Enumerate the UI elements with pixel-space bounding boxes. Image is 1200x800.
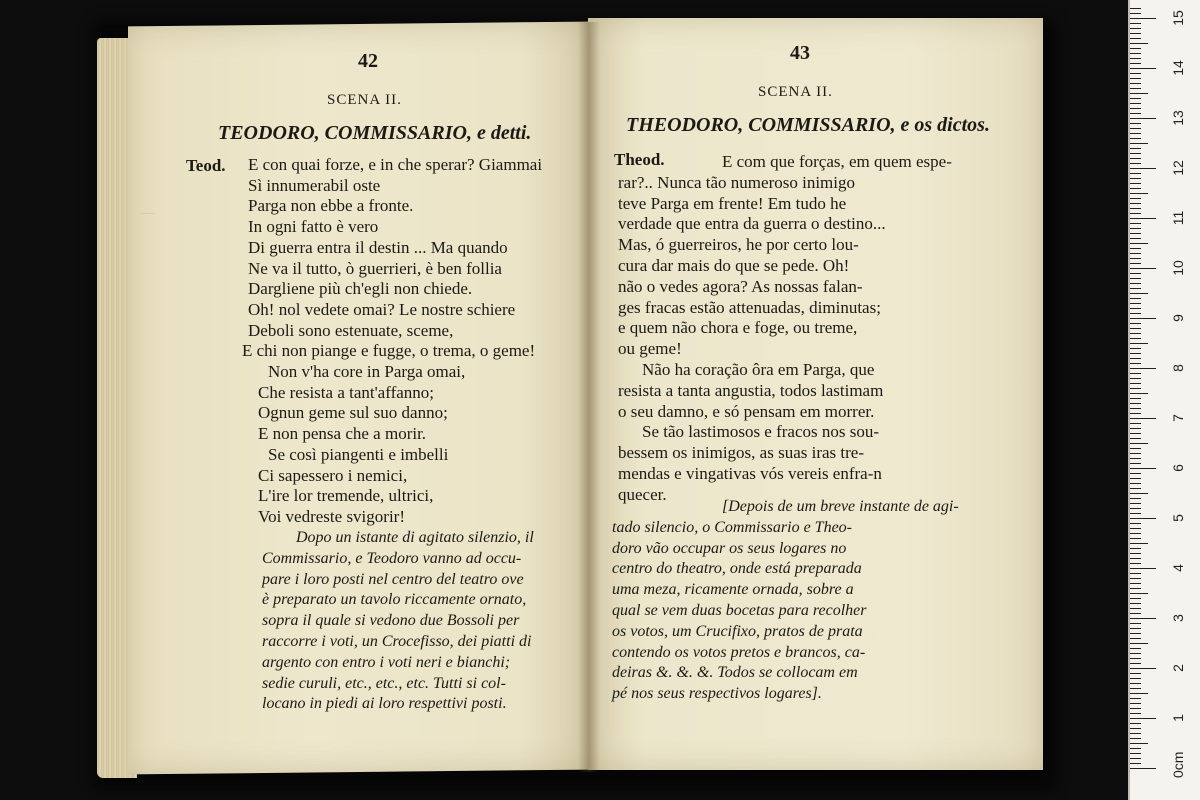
ruler-tick xyxy=(1130,168,1156,169)
prose-line: Não ha coração ôra em Parga, que xyxy=(642,360,875,379)
ruler-tick xyxy=(1130,618,1156,619)
ruler-tick xyxy=(1130,648,1141,649)
ruler-tick xyxy=(1130,683,1141,684)
stage-direction-line: sopra il quale si vedono due Bossoli per xyxy=(262,612,520,630)
verse-line: E chi non piange e fugge, o trema, o geme! xyxy=(242,341,536,361)
right-heading: THEODORO, COMMISSARIO, e os dictos. xyxy=(626,114,990,136)
ruler-tick xyxy=(1130,548,1141,549)
ruler-number: 11 xyxy=(1170,210,1186,226)
verse-line: Se così piangenti e imbelli xyxy=(268,444,449,464)
stage-direction-line: centro do theatro, onde está preparada xyxy=(612,560,862,578)
ruler-tick xyxy=(1130,108,1141,109)
left-scene-title: SCENA II. xyxy=(327,92,402,108)
ruler-tick xyxy=(1130,343,1148,344)
ruler-tick xyxy=(1130,63,1141,64)
ruler-tick xyxy=(1130,93,1148,94)
ruler-tick xyxy=(1130,533,1141,534)
ruler-tick xyxy=(1130,363,1141,364)
verse-line: Voi vedreste svigorir! xyxy=(258,506,405,526)
verse-line: Oh! nol vedete omai? Le nostre schiere xyxy=(248,299,516,319)
ruler-tick xyxy=(1130,323,1141,324)
ruler-tick xyxy=(1130,338,1141,339)
ruler-tick xyxy=(1130,553,1141,554)
stage-direction-line: Dopo un istante di agitato silenzio, il xyxy=(296,529,534,546)
book-gutter xyxy=(578,22,600,772)
ruler-tick xyxy=(1130,563,1141,564)
ruler-tick xyxy=(1130,433,1141,434)
verse-line: Dargliene più ch'egli non chiede. xyxy=(248,279,473,299)
ruler-tick xyxy=(1130,738,1141,739)
ruler-tick xyxy=(1130,398,1141,399)
prose-line: quecer. xyxy=(618,484,667,504)
ruler-tick xyxy=(1130,283,1141,284)
left-speaker: Teod. xyxy=(186,156,226,175)
ruler-tick xyxy=(1130,688,1141,689)
prose-line: ges fracas estão attenuadas, diminutas; xyxy=(618,297,881,317)
verse-line: Ne va il tutto, ò guerrieri, è ben follia xyxy=(248,258,502,278)
ruler-tick xyxy=(1130,28,1141,29)
ruler-tick xyxy=(1130,518,1156,519)
ruler-tick xyxy=(1130,48,1141,49)
ruler-tick xyxy=(1130,493,1148,494)
ruler-tick xyxy=(1130,33,1141,34)
ruler-tick xyxy=(1130,13,1141,14)
ruler-tick xyxy=(1130,588,1141,589)
stage-direction-line: deiras &. &. &. Todos se collocam em xyxy=(612,664,858,682)
ruler-tick xyxy=(1130,393,1148,394)
verse-line: Ci sapessero i nemici, xyxy=(258,465,408,485)
ruler-tick xyxy=(1130,428,1141,429)
ruler-tick xyxy=(1130,748,1141,749)
ruler-tick xyxy=(1130,558,1141,559)
prose-line: cura dar mais do que se pede. Oh! xyxy=(618,256,850,275)
stage-direction-line: è preparato un tavolo riccamente ornato, xyxy=(262,591,527,609)
ruler-tick xyxy=(1130,128,1141,129)
ruler-number: 1 xyxy=(1170,714,1186,722)
ruler-tick xyxy=(1130,743,1148,744)
ruler-tick xyxy=(1130,443,1148,444)
ruler-tick xyxy=(1130,143,1148,144)
ruler-tick xyxy=(1130,8,1141,9)
ruler-tick xyxy=(1130,608,1141,609)
ruler-tick xyxy=(1130,658,1141,659)
stage-direction-line: tado silencio, o Commissario e Theo- xyxy=(612,518,852,536)
ruler-tick xyxy=(1130,378,1141,379)
ruler-tick xyxy=(1130,163,1141,164)
verse-line: Parga non ebbe a fronte. xyxy=(248,196,414,216)
ruler-tick xyxy=(1130,38,1141,39)
ruler-number: 8 xyxy=(1170,364,1186,372)
ruler-tick xyxy=(1130,473,1141,474)
ruler-tick xyxy=(1130,203,1141,204)
ruler-tick xyxy=(1130,623,1141,624)
ruler-tick xyxy=(1130,208,1141,209)
right-scene-title: SCENA II. xyxy=(758,84,833,100)
ruler-tick xyxy=(1130,148,1141,149)
ruler-tick xyxy=(1130,233,1141,234)
ruler-tick xyxy=(1130,678,1141,679)
ruler-tick xyxy=(1130,523,1141,524)
ruler-tick xyxy=(1130,288,1141,289)
ruler-tick xyxy=(1130,598,1141,599)
stage-direction-line: Commissario, e Teodoro vanno ad occu- xyxy=(262,549,522,567)
ruler-tick xyxy=(1130,243,1148,244)
ruler-number: 3 xyxy=(1170,614,1186,622)
ruler-tick xyxy=(1130,103,1141,104)
ruler-tick xyxy=(1130,268,1156,269)
ruler-tick xyxy=(1130,733,1141,734)
ruler-tick xyxy=(1130,293,1148,294)
ruler-tick xyxy=(1130,758,1141,759)
ruler-tick xyxy=(1130,663,1141,664)
ruler-tick xyxy=(1130,498,1141,499)
ruler-tick xyxy=(1130,18,1156,19)
verse-line: Non v'ha core in Parga omai, xyxy=(268,362,466,381)
ruler-tick xyxy=(1130,73,1141,74)
ruler-tick xyxy=(1130,118,1156,119)
verse-line: Deboli sono estenuate, sceme, xyxy=(248,320,454,340)
ruler-tick xyxy=(1130,723,1141,724)
ruler-tick xyxy=(1130,303,1141,304)
ruler-tick xyxy=(1130,248,1141,249)
ruler-tick xyxy=(1130,488,1141,489)
stage-direction-line: pé nos seus respectivos logares]. xyxy=(612,685,822,703)
ruler-number: 15 xyxy=(1170,10,1186,26)
ruler-tick xyxy=(1130,308,1141,309)
stage-direction-line: argento con entro i voti neri e bianchi; xyxy=(262,653,511,671)
ruler-tick xyxy=(1130,568,1156,569)
prose-line: o seu damno, e só pensam em morrer. xyxy=(618,401,875,421)
ruler-tick xyxy=(1130,653,1141,654)
ruler-tick xyxy=(1130,188,1141,189)
ruler-tick xyxy=(1130,583,1141,584)
ruler-tick xyxy=(1130,703,1141,704)
prose-line: teve Parga em frente! Em tudo he xyxy=(618,193,847,213)
ruler-tick xyxy=(1130,78,1141,79)
ruler-tick xyxy=(1130,123,1141,124)
verse-line: Che resista a tant'affanno; xyxy=(258,382,434,402)
ruler-number: 9 xyxy=(1170,314,1186,322)
ruler-tick xyxy=(1130,638,1141,639)
verse-line: E non pensa che a morir. xyxy=(258,424,427,444)
ruler-tick xyxy=(1130,368,1156,369)
ruler-tick xyxy=(1130,438,1141,439)
ruler-tick xyxy=(1130,228,1141,229)
ruler-tick xyxy=(1130,353,1141,354)
ruler-tick xyxy=(1130,198,1141,199)
ruler-tick xyxy=(1130,113,1141,114)
ruler-number: 13 xyxy=(1170,110,1186,126)
ruler-tick xyxy=(1130,88,1141,89)
prose-line: ou geme! xyxy=(618,339,682,359)
bleed-through: — xyxy=(140,205,155,221)
ruler-tick xyxy=(1130,223,1141,224)
ruler-number: 5 xyxy=(1170,514,1186,522)
ruler-tick xyxy=(1130,238,1141,239)
ruler-tick xyxy=(1130,318,1156,319)
right-speaker: Theod. xyxy=(614,150,665,169)
ruler-tick xyxy=(1130,693,1148,694)
prose-line: Mas, ó guerreiros, he por certo lou- xyxy=(618,235,859,255)
verse-line: In ogni fatto è vero xyxy=(248,217,379,237)
ruler-tick xyxy=(1130,408,1141,409)
ruler-tick xyxy=(1130,458,1141,459)
ruler-tick xyxy=(1130,713,1141,714)
ruler-tick xyxy=(1130,453,1141,454)
ruler-tick xyxy=(1130,153,1141,154)
ruler-tick xyxy=(1130,68,1156,69)
ruler-tick xyxy=(1130,178,1141,179)
ruler-tick xyxy=(1130,423,1141,424)
ruler-tick xyxy=(1130,328,1141,329)
ruler-tick xyxy=(1130,23,1141,24)
ruler-tick xyxy=(1130,593,1148,594)
ruler-tick xyxy=(1130,763,1141,764)
ruler-tick xyxy=(1130,503,1141,504)
ruler-tick xyxy=(1130,298,1141,299)
ruler-tick xyxy=(1130,158,1141,159)
ruler-tick xyxy=(1130,628,1141,629)
stage-direction-line: raccorre i voti, un Crocefisso, dei piatti di xyxy=(262,633,532,650)
prose-line: bessem os inimigos, as suas iras tre- xyxy=(618,443,864,463)
verse-line: Di guerra entra il destin ... Ma quando xyxy=(248,237,508,257)
ruler-number: 4 xyxy=(1170,564,1186,572)
ruler-tick xyxy=(1130,333,1141,334)
ruler-tick xyxy=(1130,403,1141,404)
ruler-tick xyxy=(1130,668,1156,669)
ruler-tick xyxy=(1130,573,1141,574)
ruler-tick xyxy=(1130,448,1141,449)
ruler-tick xyxy=(1130,388,1141,389)
ruler-tick xyxy=(1130,413,1141,414)
left-page-number: 42 xyxy=(358,50,378,72)
ruler-tick xyxy=(1130,83,1141,84)
ruler-tick xyxy=(1130,173,1141,174)
ruler-tick xyxy=(1130,253,1141,254)
ruler-tick xyxy=(1130,183,1141,184)
ruler-tick xyxy=(1130,578,1141,579)
ruler-tick xyxy=(1130,508,1141,509)
ruler-number: 2 xyxy=(1170,664,1186,672)
ruler-tick xyxy=(1130,483,1141,484)
right-page-number: 43 xyxy=(790,42,810,64)
ruler-number: 10 xyxy=(1170,260,1186,276)
ruler-tick xyxy=(1130,138,1141,139)
stage-direction-line: pare i loro posti nel centro del teatro ove xyxy=(262,570,524,588)
ruler-tick xyxy=(1130,218,1156,219)
ruler-tick xyxy=(1130,478,1141,479)
prose-line: rar?.. Nunca tão numeroso inimigo xyxy=(618,172,855,192)
ruler-number: 14 xyxy=(1170,60,1186,76)
ruler-tick xyxy=(1130,53,1141,54)
ruler-tick xyxy=(1130,58,1141,59)
ruler-tick xyxy=(1130,643,1148,644)
ruler-tick xyxy=(1130,673,1141,674)
ruler-number: 7 xyxy=(1170,414,1186,422)
verse-line: E con quai forze, e in che sperar? Giammai xyxy=(248,155,543,174)
ruler-tick xyxy=(1130,463,1141,464)
verse-line: Ognun geme sul suo danno; xyxy=(258,403,448,423)
left-heading: TEODORO, COMMISSARIO, e detti. xyxy=(218,122,532,144)
prose-line: verdade que entra da guerra o destino... xyxy=(618,214,886,234)
ruler-tick xyxy=(1130,718,1156,719)
ruler-tick xyxy=(1130,418,1156,419)
ruler-tick xyxy=(1130,98,1141,99)
ruler-tick xyxy=(1130,753,1141,754)
ruler-tick xyxy=(1130,468,1156,469)
ruler-tick xyxy=(1130,728,1141,729)
stage-direction-line: os votos, um Crucifixo, pratos de prata xyxy=(612,622,863,640)
stage-direction-line: locano in piedi ai loro respettivi posti. xyxy=(262,695,507,713)
ruler-tick xyxy=(1130,133,1141,134)
ruler-tick xyxy=(1130,278,1141,279)
ruler-tick xyxy=(1130,543,1148,544)
ruler-tick xyxy=(1130,273,1141,274)
stage-direction-line: uma meza, ricamente ornada, sobre a xyxy=(612,581,854,599)
verse-line: Sì innumerabil oste xyxy=(248,175,381,195)
ruler-tick xyxy=(1130,358,1141,359)
ruler-tick xyxy=(1130,383,1141,384)
prose-line: não o vedes agora? As nossas falan- xyxy=(618,276,863,296)
ruler-tick xyxy=(1130,313,1141,314)
stage-direction-line: [Depois de um breve instante de agi- xyxy=(722,498,959,515)
ruler-tick xyxy=(1130,613,1141,614)
ruler-tick xyxy=(1130,213,1141,214)
prose-line: Se tão lastimosos e fracos nos sou- xyxy=(642,422,880,442)
ruler-tick xyxy=(1130,708,1141,709)
measurement-ruler xyxy=(1128,0,1200,800)
ruler-unit-label: 0cm xyxy=(1170,751,1186,778)
ruler-tick xyxy=(1130,193,1148,194)
ruler-tick xyxy=(1130,528,1141,529)
ruler-tick xyxy=(1130,633,1141,634)
stage-direction-line: doro vão occupar os seus logares no xyxy=(612,539,847,557)
ruler-tick xyxy=(1130,373,1141,374)
stage-direction-line: sedie curuli, etc., etc., etc. Tutti si col- xyxy=(262,674,506,692)
stage-direction-line: contendo os votos pretos e brancos, ca- xyxy=(612,643,866,661)
ruler-tick xyxy=(1130,513,1141,514)
stage-direction-line: qual se vem duas bocetas para recolher xyxy=(612,602,867,619)
prose-line: e quem não chora e foge, ou treme, xyxy=(618,318,858,338)
ruler-number: 6 xyxy=(1170,464,1186,472)
prose-line: E com que forças, em quem espe- xyxy=(722,152,952,171)
ruler-tick xyxy=(1130,258,1141,259)
ruler-number: 12 xyxy=(1170,160,1186,176)
verse-line: L'ire lor tremende, ultrici, xyxy=(258,486,434,506)
ruler-tick xyxy=(1130,768,1156,769)
prose-line: mendas e vingativas vós vereis enfra-n xyxy=(618,464,882,483)
ruler-tick xyxy=(1130,698,1141,699)
prose-line: resista a tanta angustia, todos lastimam xyxy=(618,380,884,400)
ruler-tick xyxy=(1130,538,1141,539)
ruler-tick xyxy=(1130,348,1141,349)
ruler-tick xyxy=(1130,603,1141,604)
ruler-tick xyxy=(1130,263,1141,264)
ruler-tick xyxy=(1130,43,1148,44)
